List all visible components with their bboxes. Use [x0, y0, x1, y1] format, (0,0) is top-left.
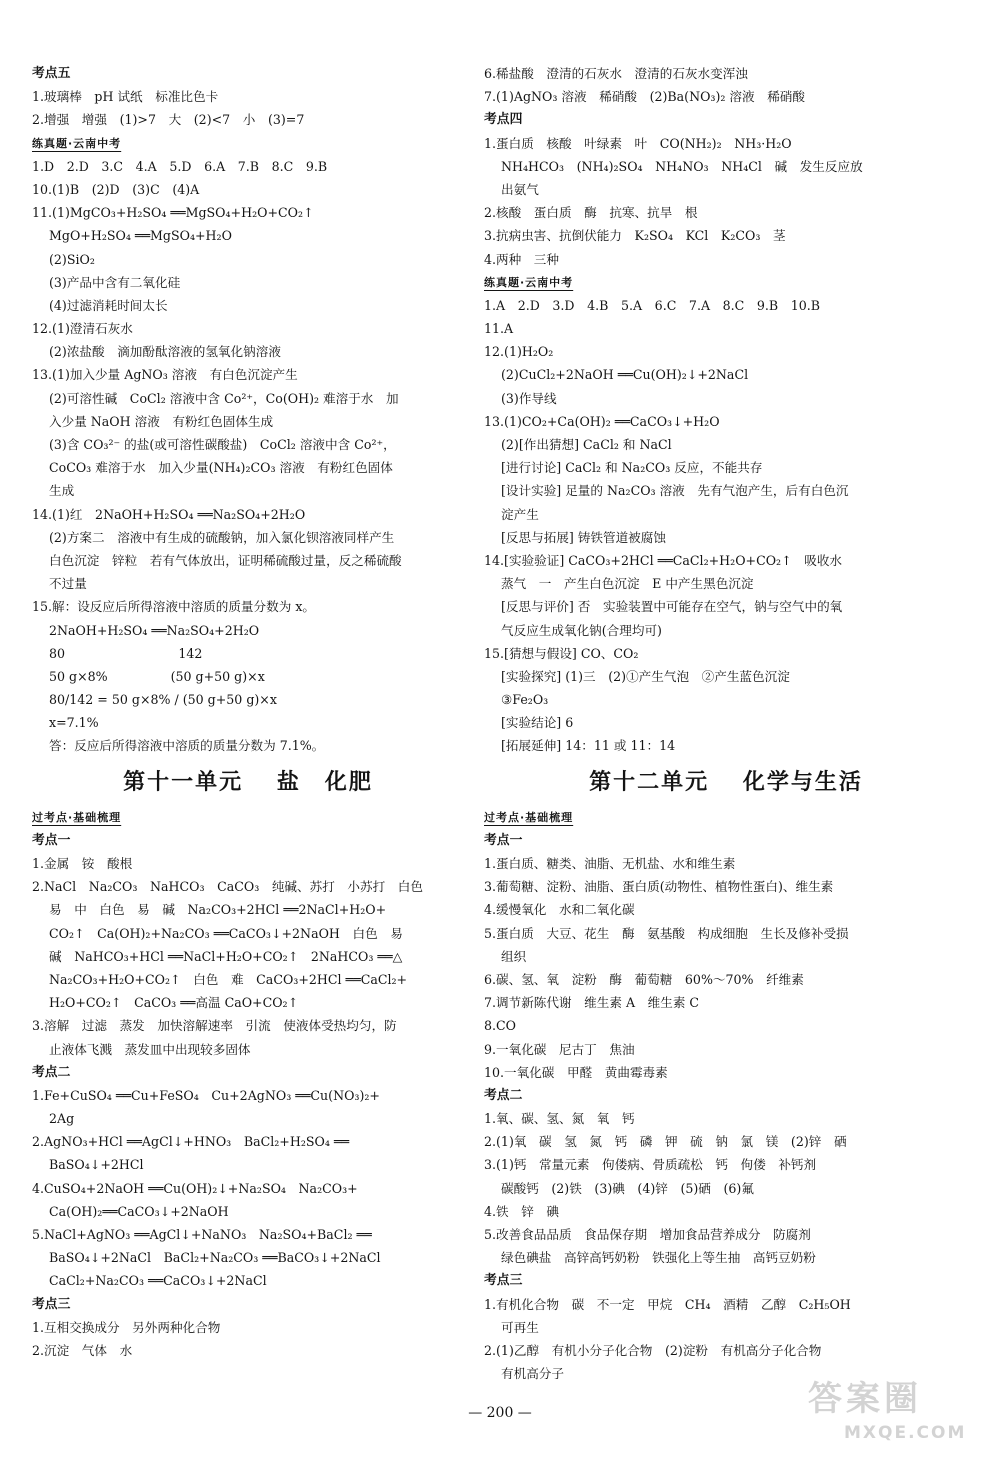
text-line: CaCl₂+Na₂CO₃ ══CaCO₃↓+2NaCl: [49, 1273, 267, 1289]
text-line: 2.AgNO₃+HCl ══AgCl↓+HNO₃ BaCl₂+H₂SO₄ ══: [32, 1134, 350, 1150]
text-line: 可再生: [501, 1319, 539, 1335]
section-heading: 考点一: [484, 832, 523, 848]
text-line: 14.(1)红 2NaOH+H₂SO₄ ══Na₂SO₄+2H₂O: [32, 506, 306, 522]
text-line: 1.互相交换成分 另外两种化合物: [32, 1319, 221, 1335]
text-line: Na₂CO₃+H₂O+CO₂↑ 白色 难 CaCO₃+2HCl ══CaCl₂+: [49, 971, 408, 987]
text-line: 3.葡萄糖、淀粉、油脂、蛋白质(动物性、植物性蛋白)、维生素: [484, 879, 834, 895]
text-line: 2.沉淀 气体 水: [32, 1342, 133, 1358]
text-line: 4.铁 锌 碘: [484, 1203, 559, 1219]
text-line: 11.A: [484, 321, 514, 337]
section-heading: 考点四: [484, 112, 523, 128]
text-line: 4.缓慢氧化 水和二氧化碳: [484, 902, 635, 918]
text-line: 不过量: [49, 576, 87, 592]
text-line: 14.[实验验证] CaCO₃+2HCl ══CaCl₂+H₂O+CO₂↑ 吸收水: [484, 552, 843, 568]
section-heading: 考点二: [32, 1064, 71, 1080]
text-line: MgO+H₂SO₄ ══MgSO₄+H₂O: [49, 228, 232, 244]
unit-title: 第十二单元 化学与生活: [589, 768, 863, 795]
text-line: (3)产品中含有二氧化硅: [49, 274, 181, 290]
text-line: 4.两种 三种: [484, 251, 559, 267]
left-column: [32, 62, 464, 1362]
text-line: (2)可溶性碱 CoCl₂ 溶液中含 Co²⁺，Co(OH)₂ 难溶于水 加: [49, 390, 399, 406]
text-line: 1.D 2.D 3.C 4.A 5.D 6.A 7.B 8.C 9.B: [32, 158, 328, 174]
text-line: 3.(1)钙 常量元素 佝偻病、骨质疏松 钙 佝偻 补钙剂: [484, 1157, 817, 1173]
section-heading: 考点一: [32, 832, 71, 848]
text-line: [反思与拓展] 铸铁管道被腐蚀: [501, 529, 666, 545]
section-heading: 考点二: [484, 1087, 523, 1103]
text-line: 2.核酸 蛋白质 酶 抗寒、抗旱 根: [484, 205, 698, 221]
text-line: 止液体飞溅 蒸发皿中出现较多固体: [49, 1041, 251, 1057]
text-line: (2)浓盐酸 滴加酚酞溶液的氢氧化钠溶液: [49, 344, 281, 360]
text-line: 7.(1)AgNO₃ 溶液 稀硝酸 (2)Ba(NO₃)₂ 溶液 稀硝酸: [484, 89, 805, 105]
text-line: 1.氧、碳、氢、氮 氧 钙: [484, 1111, 635, 1127]
text-line: (2)方案二 溶液中有生成的硫酸钠，加入氯化钡溶液同样产生: [49, 529, 395, 545]
text-line: Ca(OH)₂══CaCO₃↓+2NaOH: [49, 1203, 229, 1219]
text-line: 1.有机化合物 碳 不一定 甲烷 CH₄ 酒精 乙醇 C₂H₅OH: [484, 1296, 851, 1312]
text-line: 碱 NaHCO₃+HCl ══NaCl+H₂O+CO₂↑ 2NaHCO₃ ══△: [49, 948, 403, 964]
text-line: 生成: [49, 483, 75, 499]
text-line: NH₄HCO₃ (NH₄)₂SO₄ NH₄NO₃ NH₄Cl 碱 发生反应放: [501, 158, 863, 174]
text-line: 组织: [501, 948, 527, 964]
text-line: 1.金属 铵 酸根: [32, 856, 133, 871]
text-line: 2.增强 增强 (1)>7 大 (2)<7 小 (3)=7: [32, 112, 305, 128]
text-line: 气反应生成氧化钠(合理均可): [501, 622, 662, 638]
subsection-label: 过考点·基础梳理: [32, 810, 122, 824]
text-line: 5.NaCl+AgNO₃ ══AgCl↓+NaNO₃ Na₂SO₄+BaCl₂ ══: [32, 1227, 372, 1242]
text-line: 12.(1)澄清石灰水: [32, 321, 133, 337]
text-line: 80/142 = 50 g×8% / (50 g+50 g)×x: [49, 692, 277, 708]
text-line: 出氨气: [501, 181, 539, 197]
text-line: [拓展延伸] 14：11 或 11：14: [501, 738, 676, 754]
section-heading: 考点三: [32, 1296, 71, 1312]
text-line: [实验探究] (1)三 (2)①产生气泡 ②产生蓝色沉淀: [501, 668, 790, 684]
text-line: 8.CO: [484, 1018, 516, 1034]
text-line: [反思与评价] 否 实验装置中可能存在空气，钠与空气中的氧: [501, 599, 843, 615]
subsection-label: 练真题·云南中考: [32, 136, 122, 150]
text-line: CoCO₃ 难溶于水 加入少量(NH₄)₂CO₃ 溶液 有粉红色固体: [49, 460, 393, 476]
text-line: 50 g×8% (50 g+50 g)×x: [49, 668, 265, 684]
text-line: 7.调节新陈代谢 维生素 A 维生素 C: [484, 995, 700, 1011]
text-line: (3)含 CO₃²⁻ 的盐(或可溶性碳酸盐) CoCl₂ 溶液中含 Co²⁺，: [49, 437, 396, 452]
text-line: H₂O+CO₂↑ CaCO₃ ══高温 CaO+CO₂↑: [49, 995, 299, 1011]
text-line: (4)过滤消耗时间太长: [49, 297, 168, 313]
text-line: 6.碳、氢、氧 淀粉 酶 葡萄糖 60%～70% 纤维素: [484, 971, 804, 987]
text-line: x=7.1%: [49, 715, 99, 731]
text-line: (2)SiO₂: [49, 251, 95, 267]
text-line: 2.(1)乙醇 有机小分子化合物 (2)淀粉 有机高分子化合物: [484, 1342, 822, 1358]
text-line: (2)[作出猜想] CaCl₂ 和 NaCl: [501, 437, 672, 452]
text-line: 6.稀盐酸 澄清的石灰水 澄清的石灰水变浑浊: [484, 66, 748, 81]
text-line: 2.(1)氧 碳 氢 氮 钙 磷 钾 硫 钠 氯 镁 (2)锌 硒: [484, 1134, 847, 1150]
text-line: 2NaOH+H₂SO₄ ══Na₂SO₄+2H₂O: [49, 622, 260, 638]
text-line: 10.一氧化碳 甲醛 黄曲霉毒素: [484, 1064, 668, 1080]
text-line: 淀产生: [501, 506, 539, 522]
text-line: 13.(1)CO₂+Ca(OH)₂ ══CaCO₃↓+H₂O: [484, 413, 720, 429]
text-line: 12.(1)H₂O₂: [484, 344, 554, 360]
text-line: 5.蛋白质 大豆、花生 酶 氨基酸 构成细胞 生长及修补受损: [484, 925, 849, 941]
section-heading: 考点五: [32, 66, 71, 81]
text-line: 1.蛋白质、糖类、油脂、无机盐、水和维生素: [484, 856, 736, 871]
text-line: (2)CuCl₂+2NaOH ══Cu(OH)₂↓+2NaCl: [501, 367, 749, 383]
text-line: 2Ag: [49, 1111, 75, 1127]
text-line: 15.[猜想与假设] CO、CO₂: [484, 645, 639, 661]
watermark-text: 答案圈: [808, 1379, 922, 1419]
subsection-label: 练真题·云南中考: [484, 275, 574, 289]
text-line: 80 142: [49, 645, 203, 661]
text-line: 10.(1)B (2)D (3)C (4)A: [32, 181, 200, 197]
text-line: 入少量 NaOH 溶液 有粉红色固体生成: [49, 413, 274, 429]
text-line: 11.(1)MgCO₃+H₂SO₄ ══MgSO₄+H₂O+CO₂↑: [32, 205, 314, 221]
text-line: 碳酸钙 (2)铁 (3)碘 (4)锌 (5)硒 (6)氟: [501, 1180, 754, 1196]
text-line: 答：反应后所得溶液中溶质的质量分数为 7.1%。: [49, 738, 325, 754]
text-line: 4.CuSO₄+2NaOH ══Cu(OH)₂↓+Na₂SO₄ Na₂CO₃+: [32, 1180, 358, 1196]
text-line: 绿色碘盐 高锌高钙奶粉 铁强化上等生抽 高钙豆奶粉: [501, 1250, 816, 1266]
text-line: 有机高分子: [501, 1366, 564, 1382]
watermark-url: MXQE.COM: [844, 1423, 967, 1443]
text-line: [进行讨论] CaCl₂ 和 Na₂CO₃ 反应，不能共存: [501, 460, 763, 476]
text-line: 蒸气 一 产生白色沉淀 E 中产生黑色沉淀: [501, 576, 754, 592]
section-heading: 考点三: [484, 1273, 523, 1289]
text-line: ③Fe₂O₃: [501, 692, 549, 708]
text-line: BaSO₄↓+2HCl: [49, 1157, 144, 1173]
text-line: 3.溶解 过滤 蒸发 加快溶解速率 引流 使液体受热均匀，防: [32, 1018, 397, 1034]
text-line: 1.玻璃棒 pH 试纸 标准比色卡: [32, 89, 219, 105]
subsection-label: 过考点·基础梳理: [484, 810, 574, 824]
text-line: 9.一氧化碳 尼古丁 焦油: [484, 1041, 635, 1057]
text-line: 2.NaCl Na₂CO₃ NaHCO₃ CaCO₃ 纯碱、苏打 小苏打 白色: [32, 879, 423, 895]
unit-title: 第十一单元 盐 化肥: [123, 768, 373, 795]
text-line: CO₂↑ Ca(OH)₂+Na₂CO₃ ══CaCO₃↓+2NaOH 白色 易: [49, 925, 403, 941]
text-line: BaSO₄↓+2NaCl BaCl₂+Na₂CO₃ ══BaCO₃↓+2NaCl: [49, 1250, 381, 1266]
text-line: 易 中 白色 易 碱 Na₂CO₃+2HCl ══2NaCl+H₂O+: [49, 902, 387, 918]
text-line: 5.改善食品品质 食品保存期 增加食品营养成分 防腐剂: [484, 1227, 811, 1242]
text-line: 1.A 2.D 3.D 4.B 5.A 6.C 7.A 8.C 9.B 10.B: [484, 297, 821, 313]
text-line: (3)作导线: [501, 390, 557, 406]
page-number: — 200 —: [468, 1405, 532, 1421]
text-line: 3.抗病虫害、抗倒伏能力 K₂SO₄ KCl K₂CO₃ 茎: [484, 228, 786, 244]
text-line: 1.蛋白质 核酸 叶绿素 叶 CO(NH₂)₂ NH₃·H₂O: [484, 135, 792, 151]
text-line: [实验结论] 6: [501, 715, 574, 731]
text-line: 白色沉淀 锌粒 若有气体放出，证明稀硫酸过量，反之稀硫酸: [49, 552, 402, 568]
right-column: [484, 62, 968, 1385]
text-line: 15.解：设反应后所得溶液中溶质的质量分数为 x。: [32, 599, 316, 615]
text-line: 1.Fe+CuSO₄ ══Cu+FeSO₄ Cu+2AgNO₃ ══Cu(NO₃)₂+: [32, 1087, 380, 1103]
watermark-logo: [808, 1378, 978, 1456]
text-line: [设计实验] 足量的 Na₂CO₃ 溶液 先有气泡产生，后有白色沉: [501, 483, 849, 499]
text-line: 13.(1)加入少量 AgNO₃ 溶液 有白色沉淀产生: [32, 367, 298, 383]
